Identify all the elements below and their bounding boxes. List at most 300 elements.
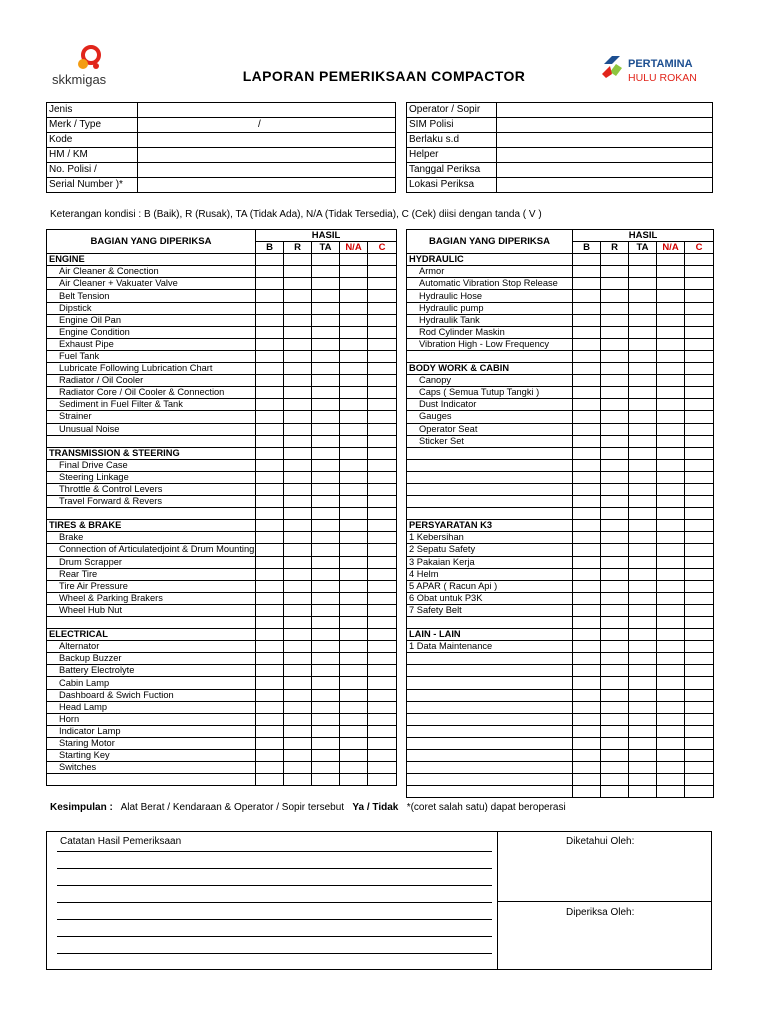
check-cell-b[interactable] [573, 604, 601, 616]
check-cell-b[interactable] [256, 363, 284, 375]
check-cell-b[interactable] [256, 411, 284, 423]
check-cell-na[interactable] [340, 363, 368, 375]
check-cell-ta[interactable] [629, 774, 657, 786]
check-cell-ta[interactable] [629, 750, 657, 762]
check-cell-na[interactable] [657, 290, 685, 302]
check-cell-na[interactable] [340, 447, 368, 459]
check-cell-ta[interactable] [629, 290, 657, 302]
check-cell-b[interactable] [256, 532, 284, 544]
check-cell-c[interactable] [368, 520, 397, 532]
info-value-field[interactable] [497, 178, 713, 193]
check-cell-ta[interactable] [629, 689, 657, 701]
check-cell-ta[interactable] [629, 496, 657, 508]
check-cell-na[interactable] [340, 290, 368, 302]
check-cell-c[interactable] [685, 568, 714, 580]
conclusion-option[interactable]: Ya / Tidak [352, 802, 399, 813]
check-cell-na[interactable] [657, 544, 685, 556]
check-cell-na[interactable] [657, 617, 685, 629]
check-cell-b[interactable] [573, 290, 601, 302]
check-cell-r[interactable] [284, 375, 312, 387]
check-cell-b[interactable] [573, 762, 601, 774]
check-cell-r[interactable] [284, 641, 312, 653]
check-cell-b[interactable] [256, 302, 284, 314]
info-value-field[interactable] [138, 163, 396, 178]
check-cell-ta[interactable] [312, 290, 340, 302]
check-cell-c[interactable] [368, 580, 397, 592]
check-cell-c[interactable] [685, 762, 714, 774]
check-cell-b[interactable] [256, 641, 284, 653]
check-cell-r[interactable] [284, 302, 312, 314]
check-cell-na[interactable] [340, 774, 368, 786]
info-value-field[interactable] [138, 133, 396, 148]
check-cell-na[interactable] [657, 508, 685, 520]
check-cell-b[interactable] [256, 314, 284, 326]
check-cell-c[interactable] [368, 278, 397, 290]
check-cell-b[interactable] [256, 592, 284, 604]
check-cell-r[interactable] [601, 556, 629, 568]
check-cell-c[interactable] [685, 617, 714, 629]
check-cell-c[interactable] [685, 556, 714, 568]
check-cell-na[interactable] [657, 689, 685, 701]
check-cell-c[interactable] [368, 411, 397, 423]
check-cell-ta[interactable] [629, 254, 657, 266]
check-cell-c[interactable] [685, 375, 714, 387]
check-cell-na[interactable] [340, 387, 368, 399]
check-cell-ta[interactable] [629, 266, 657, 278]
check-cell-r[interactable] [601, 447, 629, 459]
check-cell-ta[interactable] [312, 592, 340, 604]
check-cell-na[interactable] [340, 665, 368, 677]
check-cell-r[interactable] [601, 653, 629, 665]
check-cell-c[interactable] [368, 447, 397, 459]
check-cell-r[interactable] [601, 568, 629, 580]
check-cell-ta[interactable] [629, 568, 657, 580]
check-cell-ta[interactable] [312, 617, 340, 629]
check-cell-r[interactable] [284, 689, 312, 701]
check-cell-b[interactable] [573, 496, 601, 508]
check-cell-c[interactable] [685, 508, 714, 520]
check-cell-b[interactable] [573, 689, 601, 701]
check-cell-b[interactable] [573, 411, 601, 423]
check-cell-b[interactable] [256, 544, 284, 556]
check-cell-ta[interactable] [312, 629, 340, 641]
check-cell-b[interactable] [573, 278, 601, 290]
check-cell-ta[interactable] [629, 580, 657, 592]
check-cell-b[interactable] [256, 629, 284, 641]
check-cell-na[interactable] [340, 629, 368, 641]
check-cell-na[interactable] [657, 314, 685, 326]
check-cell-c[interactable] [368, 302, 397, 314]
check-cell-r[interactable] [601, 520, 629, 532]
info-value-field[interactable] [497, 118, 713, 133]
check-cell-na[interactable] [657, 629, 685, 641]
check-cell-na[interactable] [657, 592, 685, 604]
check-cell-ta[interactable] [312, 580, 340, 592]
check-cell-b[interactable] [256, 508, 284, 520]
check-cell-na[interactable] [657, 725, 685, 737]
check-cell-c[interactable] [368, 677, 397, 689]
check-cell-c[interactable] [368, 435, 397, 447]
check-cell-ta[interactable] [629, 314, 657, 326]
check-cell-na[interactable] [657, 411, 685, 423]
check-cell-b[interactable] [573, 326, 601, 338]
check-cell-c[interactable] [685, 350, 714, 362]
check-cell-na[interactable] [340, 302, 368, 314]
check-cell-ta[interactable] [312, 338, 340, 350]
check-cell-c[interactable] [368, 653, 397, 665]
check-cell-r[interactable] [601, 363, 629, 375]
check-cell-ta[interactable] [312, 604, 340, 616]
check-cell-ta[interactable] [629, 326, 657, 338]
check-cell-c[interactable] [685, 653, 714, 665]
check-cell-r[interactable] [601, 713, 629, 725]
check-cell-ta[interactable] [312, 435, 340, 447]
check-cell-na[interactable] [657, 653, 685, 665]
check-cell-c[interactable] [685, 701, 714, 713]
check-cell-ta[interactable] [312, 701, 340, 713]
check-cell-r[interactable] [284, 314, 312, 326]
check-cell-r[interactable] [601, 411, 629, 423]
check-cell-ta[interactable] [312, 762, 340, 774]
check-cell-c[interactable] [685, 665, 714, 677]
check-cell-r[interactable] [284, 653, 312, 665]
check-cell-ta[interactable] [312, 653, 340, 665]
check-cell-b[interactable] [256, 496, 284, 508]
check-cell-r[interactable] [284, 338, 312, 350]
notes-line[interactable] [57, 902, 492, 903]
check-cell-r[interactable] [284, 592, 312, 604]
check-cell-ta[interactable] [312, 713, 340, 725]
check-cell-r[interactable] [284, 471, 312, 483]
check-cell-ta[interactable] [312, 483, 340, 495]
check-cell-ta[interactable] [312, 737, 340, 749]
check-cell-c[interactable] [685, 544, 714, 556]
check-cell-b[interactable] [573, 483, 601, 495]
check-cell-na[interactable] [340, 750, 368, 762]
check-cell-b[interactable] [256, 737, 284, 749]
check-cell-c[interactable] [685, 435, 714, 447]
check-cell-r[interactable] [601, 617, 629, 629]
check-cell-c[interactable] [685, 689, 714, 701]
check-cell-b[interactable] [573, 435, 601, 447]
check-cell-ta[interactable] [312, 750, 340, 762]
check-cell-r[interactable] [601, 508, 629, 520]
check-cell-b[interactable] [573, 302, 601, 314]
check-cell-r[interactable] [601, 496, 629, 508]
check-cell-na[interactable] [340, 762, 368, 774]
check-cell-na[interactable] [657, 326, 685, 338]
check-cell-na[interactable] [657, 459, 685, 471]
check-cell-ta[interactable] [629, 459, 657, 471]
check-cell-c[interactable] [368, 290, 397, 302]
check-cell-c[interactable] [685, 266, 714, 278]
check-cell-na[interactable] [340, 375, 368, 387]
check-cell-r[interactable] [601, 532, 629, 544]
check-cell-c[interactable] [368, 725, 397, 737]
check-cell-c[interactable] [368, 387, 397, 399]
check-cell-c[interactable] [368, 604, 397, 616]
check-cell-b[interactable] [573, 568, 601, 580]
check-cell-ta[interactable] [312, 447, 340, 459]
check-cell-c[interactable] [685, 604, 714, 616]
check-cell-ta[interactable] [312, 774, 340, 786]
check-cell-r[interactable] [284, 266, 312, 278]
check-cell-c[interactable] [685, 774, 714, 786]
check-cell-r[interactable] [601, 750, 629, 762]
check-cell-na[interactable] [340, 556, 368, 568]
check-cell-r[interactable] [601, 326, 629, 338]
check-cell-b[interactable] [573, 266, 601, 278]
check-cell-r[interactable] [284, 617, 312, 629]
notes-line[interactable] [57, 868, 492, 869]
check-cell-b[interactable] [256, 423, 284, 435]
check-cell-r[interactable] [284, 363, 312, 375]
check-cell-b[interactable] [256, 556, 284, 568]
check-cell-r[interactable] [601, 423, 629, 435]
check-cell-ta[interactable] [312, 411, 340, 423]
check-cell-na[interactable] [657, 483, 685, 495]
check-cell-c[interactable] [685, 447, 714, 459]
check-cell-c[interactable] [368, 266, 397, 278]
check-cell-c[interactable] [368, 544, 397, 556]
check-cell-r[interactable] [284, 387, 312, 399]
check-cell-ta[interactable] [312, 725, 340, 737]
check-cell-r[interactable] [284, 520, 312, 532]
check-cell-r[interactable] [601, 762, 629, 774]
check-cell-ta[interactable] [629, 338, 657, 350]
check-cell-ta[interactable] [629, 532, 657, 544]
check-cell-b[interactable] [573, 459, 601, 471]
check-cell-ta[interactable] [629, 399, 657, 411]
check-cell-r[interactable] [284, 459, 312, 471]
check-cell-na[interactable] [340, 278, 368, 290]
check-cell-r[interactable] [601, 302, 629, 314]
check-cell-r[interactable] [601, 338, 629, 350]
check-cell-na[interactable] [657, 387, 685, 399]
check-cell-na[interactable] [657, 677, 685, 689]
check-cell-r[interactable] [601, 350, 629, 362]
check-cell-ta[interactable] [629, 592, 657, 604]
check-cell-r[interactable] [284, 701, 312, 713]
check-cell-b[interactable] [256, 750, 284, 762]
check-cell-ta[interactable] [629, 641, 657, 653]
check-cell-c[interactable] [368, 592, 397, 604]
check-cell-c[interactable] [368, 471, 397, 483]
check-cell-b[interactable] [256, 399, 284, 411]
check-cell-c[interactable] [685, 302, 714, 314]
check-cell-c[interactable] [685, 786, 714, 798]
check-cell-b[interactable] [573, 774, 601, 786]
check-cell-c[interactable] [368, 508, 397, 520]
check-cell-c[interactable] [368, 774, 397, 786]
check-cell-na[interactable] [657, 762, 685, 774]
check-cell-r[interactable] [284, 629, 312, 641]
check-cell-c[interactable] [685, 314, 714, 326]
check-cell-r[interactable] [284, 725, 312, 737]
check-cell-b[interactable] [256, 713, 284, 725]
check-cell-na[interactable] [340, 254, 368, 266]
check-cell-c[interactable] [685, 532, 714, 544]
check-cell-c[interactable] [685, 338, 714, 350]
check-cell-ta[interactable] [629, 653, 657, 665]
check-cell-b[interactable] [256, 326, 284, 338]
check-cell-ta[interactable] [629, 387, 657, 399]
info-value-field[interactable] [138, 148, 396, 163]
check-cell-na[interactable] [657, 399, 685, 411]
check-cell-c[interactable] [685, 713, 714, 725]
check-cell-b[interactable] [573, 737, 601, 749]
check-cell-b[interactable] [573, 471, 601, 483]
check-cell-ta[interactable] [629, 556, 657, 568]
check-cell-r[interactable] [601, 725, 629, 737]
check-cell-b[interactable] [573, 508, 601, 520]
check-cell-r[interactable] [284, 290, 312, 302]
check-cell-b[interactable] [256, 290, 284, 302]
check-cell-b[interactable] [256, 568, 284, 580]
check-cell-b[interactable] [573, 653, 601, 665]
check-cell-b[interactable] [256, 483, 284, 495]
check-cell-ta[interactable] [629, 435, 657, 447]
check-cell-na[interactable] [657, 266, 685, 278]
check-cell-c[interactable] [368, 629, 397, 641]
check-cell-na[interactable] [340, 725, 368, 737]
check-cell-c[interactable] [368, 254, 397, 266]
check-cell-b[interactable] [573, 725, 601, 737]
check-cell-b[interactable] [573, 375, 601, 387]
check-cell-b[interactable] [256, 520, 284, 532]
check-cell-na[interactable] [657, 471, 685, 483]
check-cell-r[interactable] [284, 580, 312, 592]
check-cell-na[interactable] [340, 544, 368, 556]
check-cell-na[interactable] [657, 786, 685, 798]
check-cell-ta[interactable] [629, 350, 657, 362]
check-cell-c[interactable] [368, 459, 397, 471]
check-cell-ta[interactable] [312, 254, 340, 266]
check-cell-r[interactable] [284, 254, 312, 266]
check-cell-na[interactable] [657, 737, 685, 749]
check-cell-b[interactable] [573, 617, 601, 629]
check-cell-ta[interactable] [629, 544, 657, 556]
check-cell-r[interactable] [284, 278, 312, 290]
check-cell-c[interactable] [368, 338, 397, 350]
check-cell-r[interactable] [284, 435, 312, 447]
check-cell-c[interactable] [685, 580, 714, 592]
check-cell-b[interactable] [256, 375, 284, 387]
check-cell-c[interactable] [368, 350, 397, 362]
check-cell-r[interactable] [601, 701, 629, 713]
check-cell-c[interactable] [685, 411, 714, 423]
notes-line[interactable] [57, 851, 492, 852]
check-cell-na[interactable] [657, 302, 685, 314]
check-cell-ta[interactable] [312, 387, 340, 399]
check-cell-c[interactable] [685, 677, 714, 689]
check-cell-b[interactable] [573, 399, 601, 411]
check-cell-na[interactable] [657, 532, 685, 544]
check-cell-c[interactable] [368, 617, 397, 629]
check-cell-c[interactable] [368, 689, 397, 701]
check-cell-ta[interactable] [312, 399, 340, 411]
check-cell-r[interactable] [284, 774, 312, 786]
check-cell-r[interactable] [601, 459, 629, 471]
check-cell-c[interactable] [368, 713, 397, 725]
check-cell-r[interactable] [284, 532, 312, 544]
check-cell-ta[interactable] [312, 556, 340, 568]
check-cell-c[interactable] [685, 471, 714, 483]
check-cell-ta[interactable] [629, 665, 657, 677]
check-cell-b[interactable] [256, 725, 284, 737]
check-cell-b[interactable] [256, 278, 284, 290]
check-cell-ta[interactable] [312, 496, 340, 508]
check-cell-ta[interactable] [629, 701, 657, 713]
check-cell-c[interactable] [368, 568, 397, 580]
check-cell-na[interactable] [340, 435, 368, 447]
check-cell-na[interactable] [657, 713, 685, 725]
check-cell-b[interactable] [256, 254, 284, 266]
check-cell-b[interactable] [256, 387, 284, 399]
check-cell-r[interactable] [601, 580, 629, 592]
check-cell-na[interactable] [657, 641, 685, 653]
check-cell-b[interactable] [256, 435, 284, 447]
check-cell-c[interactable] [685, 423, 714, 435]
check-cell-ta[interactable] [629, 278, 657, 290]
check-cell-b[interactable] [573, 254, 601, 266]
check-cell-c[interactable] [368, 483, 397, 495]
check-cell-r[interactable] [601, 254, 629, 266]
check-cell-na[interactable] [657, 774, 685, 786]
check-cell-ta[interactable] [629, 423, 657, 435]
check-cell-c[interactable] [685, 496, 714, 508]
check-cell-na[interactable] [657, 350, 685, 362]
check-cell-ta[interactable] [629, 302, 657, 314]
check-cell-c[interactable] [685, 399, 714, 411]
check-cell-b[interactable] [256, 266, 284, 278]
check-cell-b[interactable] [573, 447, 601, 459]
check-cell-r[interactable] [601, 604, 629, 616]
check-cell-ta[interactable] [312, 677, 340, 689]
check-cell-c[interactable] [368, 701, 397, 713]
check-cell-r[interactable] [284, 713, 312, 725]
check-cell-ta[interactable] [629, 363, 657, 375]
check-cell-na[interactable] [657, 604, 685, 616]
check-cell-r[interactable] [284, 604, 312, 616]
check-cell-r[interactable] [601, 629, 629, 641]
check-cell-c[interactable] [368, 556, 397, 568]
check-cell-b[interactable] [256, 701, 284, 713]
check-cell-c[interactable] [368, 314, 397, 326]
check-cell-ta[interactable] [312, 314, 340, 326]
check-cell-na[interactable] [657, 496, 685, 508]
check-cell-na[interactable] [340, 508, 368, 520]
check-cell-c[interactable] [685, 363, 714, 375]
check-cell-b[interactable] [256, 447, 284, 459]
check-cell-na[interactable] [340, 314, 368, 326]
check-cell-na[interactable] [657, 568, 685, 580]
check-cell-r[interactable] [601, 471, 629, 483]
check-cell-r[interactable] [284, 556, 312, 568]
check-cell-b[interactable] [256, 677, 284, 689]
check-cell-na[interactable] [657, 375, 685, 387]
check-cell-r[interactable] [284, 750, 312, 762]
check-cell-ta[interactable] [629, 411, 657, 423]
check-cell-c[interactable] [368, 737, 397, 749]
info-value-field[interactable] [138, 178, 396, 193]
check-cell-b[interactable] [573, 701, 601, 713]
notes-line[interactable] [57, 953, 492, 954]
check-cell-ta[interactable] [629, 737, 657, 749]
check-cell-na[interactable] [657, 701, 685, 713]
check-cell-r[interactable] [284, 483, 312, 495]
check-cell-b[interactable] [573, 677, 601, 689]
